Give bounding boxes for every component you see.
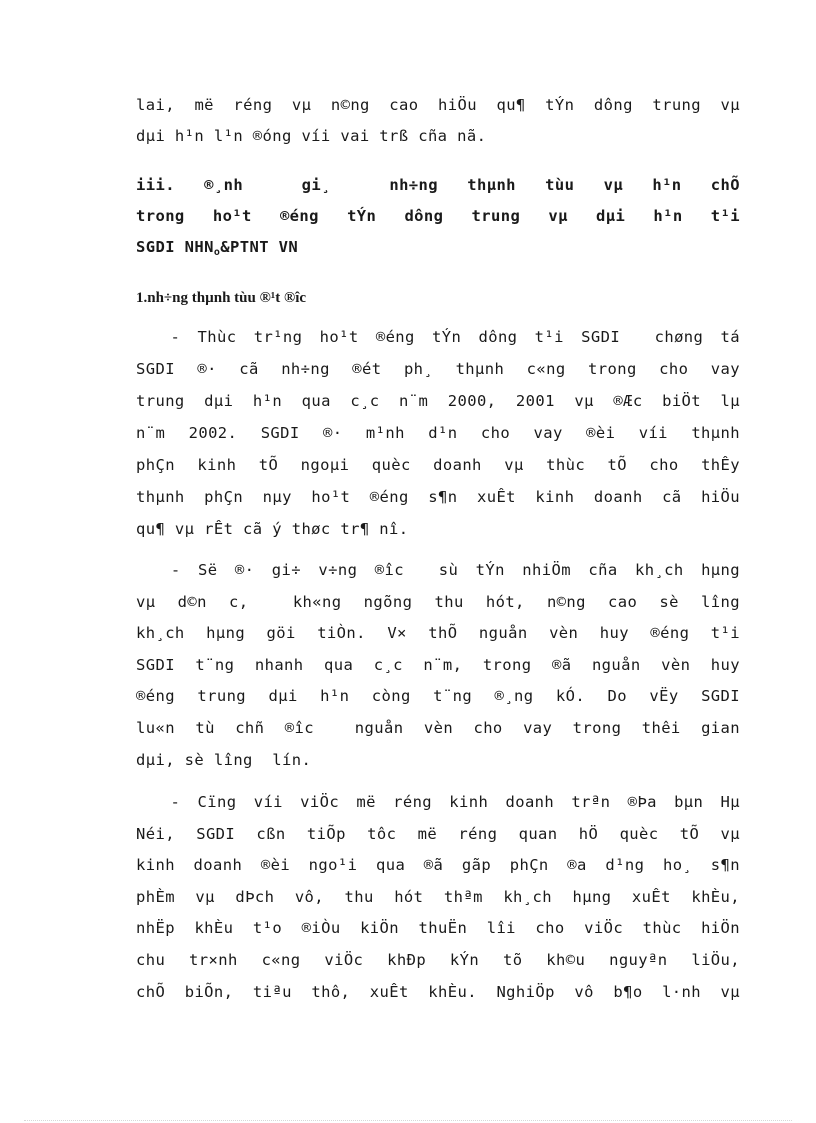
text-line: dµi, sè lîng lín. (136, 751, 312, 769)
text-line: SGDI t¨ng nhanh qua c¸c n¨m, trong ®ã nguån vèn huy (136, 656, 740, 674)
text-line: n¨m 2002. SGDI ®· m¹nh d¹n cho vay ®èi víi thµnh (136, 424, 740, 442)
text-line: vµ d©n c, kh«ng ngõng thu hót, n©ng cao sè lîng (136, 593, 740, 611)
text-line: ®éng trung dµi h¹n còng t¨ng ®¸ng kÓ. Do vËy SGDI (136, 687, 740, 705)
heading-text: SGDI NHN (136, 238, 214, 256)
heading-line: iii. ®¸nh gi¸ nh÷ng thµnh tùu vµ h¹n chÕ (136, 176, 740, 194)
text-line: kh¸ch hµng göi tiÒn. V× thÕ nguån vèn huy ®éng t¹i (136, 624, 740, 642)
text-line: - Së ®· gi÷ v÷ng ®îc sù tÝn nhiÖm cña kh¸ch hµng (136, 561, 740, 579)
heading-line: trong ho¹t ®éng tÝn dông trung vµ dµi h¹n t¹i (136, 207, 740, 225)
text-line: qu¶ vµ rÊt cã ý thøc tr¶ nî. (136, 520, 409, 538)
page-bottom-rule (24, 1120, 792, 1121)
text-line: trung dµi h¹n qua c¸c n¨m 2000, 2001 vµ ®Æc biÖt lµ (136, 392, 740, 410)
text-line: kinh doanh ®èi ngo¹i qua ®ã gãp phÇn ®a d¹ng ho¸ s¶n (136, 856, 740, 874)
heading-text: &PTNT VN (220, 238, 299, 256)
text-line: - Thùc tr¹ng ho¹t ®éng tÝn dông t¹i SGDI chøng tá (136, 328, 740, 346)
text-line: Néi, SGDI cßn tiÕp tôc më réng quan hÖ quèc tÕ vµ (136, 825, 740, 843)
text-line: phÇn kinh tÕ ngoµi quèc doanh vµ thùc tÕ cho thÊy (136, 456, 740, 474)
text-line: chu tr×nh c«ng viÖc khÐp kÝn tõ kh©u nguyªn liÖu, (136, 951, 740, 969)
text-line: phÈm vµ dÞch vô, thu hót thªm kh¸ch hµng xuÊt khÈu, (136, 888, 740, 906)
text-line: dµi h¹n l¹n ®óng víi vai trß cña nã. (136, 127, 487, 145)
heading-line (136, 236, 740, 258)
text-line: SGDI ®· cã nh÷ng ®ét ph¸ thµnh c«ng trong cho vay (136, 360, 740, 378)
heading-subscript: o (213, 247, 221, 258)
text-line: chÕ biÕn, tiªu thô, xuÊt khÈu. NghiÖp vô b¶o l·nh vµ (136, 983, 740, 1001)
text-line: lu«n tù chñ ®îc nguån vèn cho vay trong thêi gian (136, 719, 740, 737)
subsection-heading: 1.nh÷ng thµnh tùu ®¹t ®îc (136, 290, 307, 306)
text-line: - Cïng víi viÖc më réng kinh doanh trªn ®Þa bµn Hµ (136, 793, 740, 811)
text-line: lai, më réng vµ n©ng cao hiÖu qu¶ tÝn dông trung vµ (136, 96, 740, 114)
text-line: nhËp khÈu t¹o ®iÒu kiÖn thuËn lîi cho viÖc thùc hiÖn (136, 919, 740, 937)
text-line: thµnh phÇn nµy ho¹t ®éng s¶n xuÊt kinh doanh cã hiÖu (136, 488, 740, 506)
